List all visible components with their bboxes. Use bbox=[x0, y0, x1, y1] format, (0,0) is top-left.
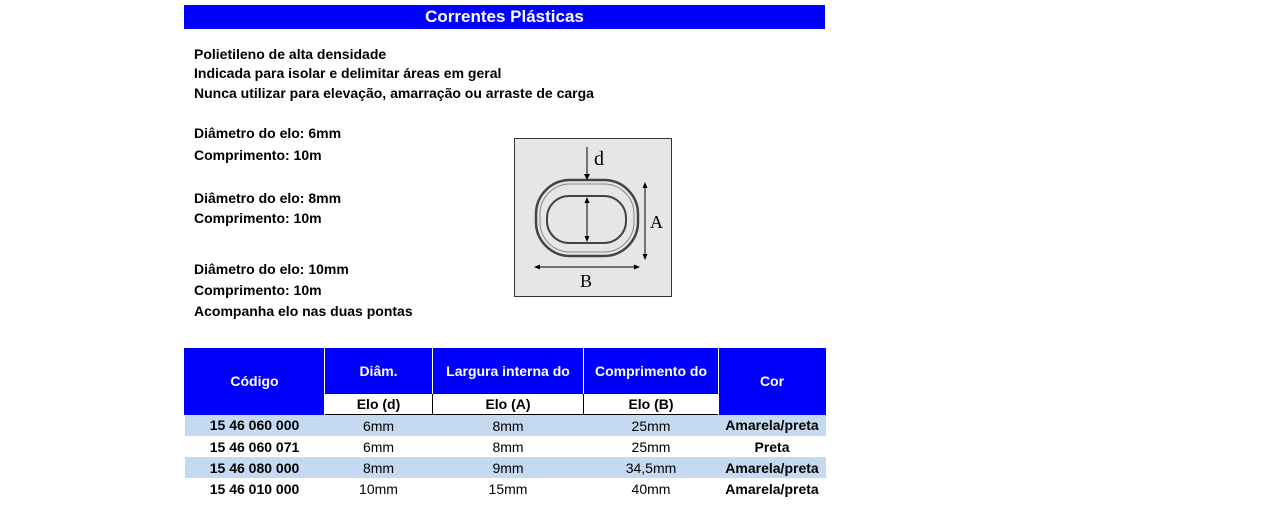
subheader-comprimento: Elo (B) bbox=[584, 394, 719, 415]
cell-diam: 6mm bbox=[325, 415, 433, 437]
cell-comprimento: 40mm bbox=[631, 480, 671, 497]
cell-comprimento: 25mm bbox=[631, 438, 671, 455]
cell-codigo: 15 46 010 000 bbox=[209, 480, 300, 497]
spec-6mm-length: Comprimento: 10m bbox=[194, 147, 322, 163]
b-dim-head-left bbox=[534, 265, 540, 270]
a-label: A bbox=[650, 212, 663, 232]
header-diam: Diâm. bbox=[325, 348, 433, 394]
cell-largura: 15mm bbox=[488, 480, 528, 497]
cell-codigo: 15 46 080 000 bbox=[185, 457, 325, 478]
inner-dim-head-bottom bbox=[585, 236, 590, 242]
page-title: Correntes Plásticas bbox=[184, 5, 825, 29]
chain-link-diagram bbox=[514, 138, 672, 297]
spec-8mm-diameter: Diâmetro do elo: 8mm bbox=[194, 190, 342, 206]
cell-largura: 8mm bbox=[492, 438, 524, 455]
a-dim-head-top bbox=[643, 182, 648, 188]
cell-cor: Amarela/preta bbox=[725, 480, 819, 497]
table-row bbox=[185, 478, 826, 499]
d-label: d bbox=[594, 148, 604, 170]
cell-cor: Preta bbox=[754, 438, 790, 455]
intro-line-2: Indicada para isolar e delimitar áreas em geral bbox=[194, 65, 502, 81]
spec-10mm-note: Acompanha elo nas duas pontas bbox=[194, 303, 413, 319]
header-comprimento: Comprimento do bbox=[584, 348, 719, 394]
spec-6mm-diameter: Diâmetro do elo: 6mm bbox=[194, 125, 342, 141]
inner-dim-head-top bbox=[585, 197, 590, 203]
cell-diam: 8mm bbox=[325, 457, 433, 478]
spec-10mm-diameter: Diâmetro do elo: 10mm bbox=[194, 261, 349, 277]
table-row bbox=[185, 436, 826, 457]
cell-codigo: 15 46 060 071 bbox=[209, 438, 300, 455]
cell-comprimento: 34,5mm bbox=[584, 457, 719, 478]
cell-largura: 8mm bbox=[433, 415, 584, 437]
a-dim-head-bottom bbox=[643, 254, 648, 260]
cell-diam: 10mm bbox=[359, 480, 398, 497]
header-cor: Cor bbox=[719, 348, 826, 415]
intro-line-3: Nunca utilizar para elevação, amarração ou arraste de carga bbox=[194, 85, 594, 101]
subheader-largura: Elo (A) bbox=[433, 394, 584, 415]
cell-cor: Amarela/preta bbox=[719, 415, 826, 437]
header-codigo: Código bbox=[185, 348, 325, 415]
cell-largura: 9mm bbox=[433, 457, 584, 478]
b-dim-head-right bbox=[634, 265, 640, 270]
spec-10mm-length: Comprimento: 10m bbox=[194, 282, 322, 298]
cell-cor: Amarela/preta bbox=[719, 457, 826, 478]
product-table bbox=[184, 348, 826, 499]
b-label: B bbox=[580, 271, 593, 291]
spec-8mm-length: Comprimento: 10m bbox=[194, 210, 322, 226]
cell-diam: 6mm bbox=[362, 438, 395, 455]
table-row bbox=[185, 457, 826, 478]
intro-line-1: Polietileno de alta densidade bbox=[194, 46, 387, 62]
cell-comprimento: 25mm bbox=[584, 415, 719, 437]
cell-codigo: 15 46 060 000 bbox=[185, 415, 325, 437]
header-largura: Largura interna do bbox=[433, 348, 584, 394]
subheader-diam: Elo (d) bbox=[325, 394, 433, 415]
table-row bbox=[185, 415, 826, 437]
